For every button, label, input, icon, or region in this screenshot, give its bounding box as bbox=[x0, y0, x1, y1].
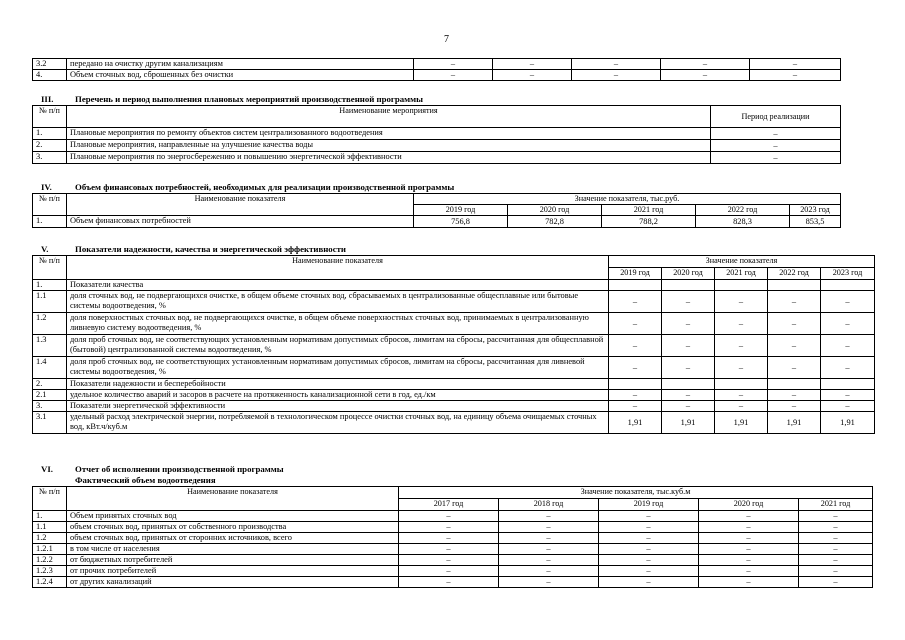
table-row bbox=[33, 577, 873, 588]
table-row bbox=[33, 313, 875, 335]
table-row bbox=[33, 291, 875, 313]
row-value: – bbox=[699, 544, 799, 555]
row-name: от бюджетных потребителей bbox=[67, 555, 399, 566]
row-number: 1.2 bbox=[33, 313, 67, 335]
table-row bbox=[33, 152, 841, 164]
table-row bbox=[33, 216, 841, 228]
row-number: 2.1 bbox=[33, 390, 67, 401]
row-name: удельное количество аварий и засоров в расчете на протяженность канализационной сети в год, ед./км bbox=[67, 390, 609, 401]
row-value bbox=[821, 280, 875, 291]
row-name: доля поверхностных сточных вод, не подвергающихся очистке, в общем объеме поверхностных сточных вод, принимаемых в централизованную ливневую систему водоотведения, % bbox=[67, 313, 609, 335]
year-header: 2020 год bbox=[662, 268, 715, 280]
row-value: 828,3 bbox=[696, 216, 790, 228]
row-value: – bbox=[609, 401, 662, 412]
year-header: 2021 год bbox=[602, 205, 696, 216]
row-value: – bbox=[750, 70, 841, 81]
row-value: – bbox=[399, 566, 499, 577]
year-header: 2020 год bbox=[699, 499, 799, 511]
row-value: – bbox=[662, 390, 715, 401]
row-value: – bbox=[661, 59, 750, 70]
financial-needs-table bbox=[32, 193, 841, 228]
table-row bbox=[33, 412, 875, 434]
year-header: 2020 год bbox=[508, 205, 602, 216]
section-3-number: III. bbox=[41, 94, 54, 104]
row-value: – bbox=[499, 522, 599, 533]
section-4-heading bbox=[41, 182, 454, 192]
table-row bbox=[33, 379, 875, 390]
row-period: – bbox=[711, 140, 841, 152]
header-num: № п/п bbox=[33, 487, 67, 511]
row-number: 1.4 bbox=[33, 357, 67, 379]
row-value: – bbox=[715, 335, 768, 357]
row-number: 2. bbox=[33, 140, 67, 152]
row-value: – bbox=[715, 291, 768, 313]
row-value: – bbox=[768, 335, 821, 357]
year-header: 2023 год bbox=[821, 268, 875, 280]
section-6-subtitle: Фактический объем водоотведения bbox=[75, 475, 216, 485]
row-value: – bbox=[699, 555, 799, 566]
table-row bbox=[33, 533, 873, 544]
row-value: – bbox=[662, 401, 715, 412]
page-number: 7 bbox=[444, 34, 449, 45]
section-5-heading bbox=[41, 244, 346, 254]
row-value: – bbox=[715, 357, 768, 379]
year-header: 2022 год bbox=[696, 205, 790, 216]
row-value: – bbox=[599, 533, 699, 544]
row-value: – bbox=[399, 511, 499, 522]
row-name: Показатели надежности и бесперебойности bbox=[67, 379, 609, 390]
row-value: – bbox=[799, 533, 873, 544]
row-number: 3.1 bbox=[33, 412, 67, 434]
row-value: – bbox=[821, 291, 875, 313]
table-row bbox=[33, 390, 875, 401]
row-value: – bbox=[399, 522, 499, 533]
reliability-indicators-table bbox=[32, 255, 875, 434]
row-value: – bbox=[799, 577, 873, 588]
row-number: 1.2.3 bbox=[33, 566, 67, 577]
section-6-title: Отчет об исполнении производственной программы bbox=[75, 464, 284, 474]
row-value: – bbox=[572, 59, 661, 70]
row-name: Плановые мероприятия по энергосбережению и повышению энергетической эффективности bbox=[67, 152, 711, 164]
table-row bbox=[33, 511, 873, 522]
year-header: 2023 год bbox=[790, 205, 841, 216]
row-number: 1. bbox=[33, 216, 67, 228]
row-value: – bbox=[399, 544, 499, 555]
continuation-table bbox=[32, 58, 841, 81]
section-5-number: V. bbox=[41, 244, 49, 254]
row-name: от других канализаций bbox=[67, 577, 399, 588]
row-value: – bbox=[499, 533, 599, 544]
table-row bbox=[33, 555, 873, 566]
row-value: – bbox=[715, 390, 768, 401]
table-row bbox=[33, 140, 841, 152]
section-5-title: Показатели надежности, качества и энергетической эффективности bbox=[75, 244, 346, 254]
table-row bbox=[33, 357, 875, 379]
row-number: 3. bbox=[33, 152, 67, 164]
row-value: – bbox=[799, 511, 873, 522]
section-4-number: IV. bbox=[41, 182, 52, 192]
row-value: – bbox=[699, 533, 799, 544]
section-4-title: Объем финансовых потребностей, необходимых для реализации производственной программы bbox=[75, 182, 455, 192]
row-number: 1.1 bbox=[33, 291, 67, 313]
row-name: доля проб сточных вод, не соответствующих установленным нормативам допустимых сбросов, лимитам на сбросы, рассчитанная для общесплавной (бытовой) централизованной системы водоотведения, % bbox=[67, 335, 609, 357]
row-value: 1,91 bbox=[821, 412, 875, 434]
section-3-heading bbox=[41, 94, 423, 104]
row-value: – bbox=[599, 522, 699, 533]
row-value: 853,5 bbox=[790, 216, 841, 228]
row-value: – bbox=[609, 291, 662, 313]
row-name: в том числе от населения bbox=[67, 544, 399, 555]
table-row bbox=[33, 59, 841, 70]
row-value: – bbox=[799, 544, 873, 555]
row-value: – bbox=[699, 511, 799, 522]
year-header: 2018 год bbox=[499, 499, 599, 511]
row-value: – bbox=[661, 70, 750, 81]
row-number: 3. bbox=[33, 401, 67, 412]
row-number: 2. bbox=[33, 379, 67, 390]
row-value: – bbox=[821, 313, 875, 335]
year-header: 2021 год bbox=[799, 499, 873, 511]
header-measure-name: Наименование мероприятия bbox=[67, 106, 711, 128]
row-value: – bbox=[399, 555, 499, 566]
row-name: Плановые мероприятия по ремонту объектов систем централизованного водоотведения bbox=[67, 128, 711, 140]
table-row bbox=[33, 401, 875, 412]
row-value: – bbox=[799, 566, 873, 577]
row-value: – bbox=[609, 390, 662, 401]
year-header: 2019 год bbox=[414, 205, 508, 216]
row-value: – bbox=[699, 522, 799, 533]
row-number: 1. bbox=[33, 511, 67, 522]
row-value: 756,8 bbox=[414, 216, 508, 228]
header-num: № п/п bbox=[33, 256, 67, 280]
row-value: – bbox=[662, 291, 715, 313]
header-indicator-name: Наименование показателя bbox=[67, 487, 399, 511]
row-name: Показатели энергетической эффективности bbox=[67, 401, 609, 412]
row-value: – bbox=[821, 390, 875, 401]
year-header: 2022 год bbox=[768, 268, 821, 280]
row-number: 4. bbox=[33, 70, 67, 81]
row-name: передано на очистку другим канализациям bbox=[67, 59, 414, 70]
row-value: – bbox=[750, 59, 841, 70]
section-3-title: Перечень и период выполнения плановых мероприятий производственной программы bbox=[75, 94, 424, 104]
row-value: – bbox=[662, 357, 715, 379]
row-value: – bbox=[499, 544, 599, 555]
row-value: – bbox=[499, 511, 599, 522]
row-value: – bbox=[768, 401, 821, 412]
row-name: Плановые мероприятия, направленные на улучшение качества воды bbox=[67, 140, 711, 152]
header-value-group: Значение показателя bbox=[609, 256, 875, 268]
row-name: удельный расход электрической энергии, потребляемой в технологическом процессе очистки сточных вод, на единицу объема очищаемых сточных вод, кВт.ч/куб.м bbox=[67, 412, 609, 434]
row-number: 1.2.1 bbox=[33, 544, 67, 555]
row-value: 782,8 bbox=[508, 216, 602, 228]
planned-measures-table bbox=[32, 105, 841, 164]
row-value: – bbox=[662, 313, 715, 335]
row-value bbox=[609, 379, 662, 390]
row-number: 1.3 bbox=[33, 335, 67, 357]
row-value: – bbox=[609, 313, 662, 335]
row-period: – bbox=[711, 152, 841, 164]
section-6-number: VI. bbox=[41, 464, 53, 474]
row-value: – bbox=[499, 566, 599, 577]
row-number: 1. bbox=[33, 280, 67, 291]
year-header: 2019 год bbox=[599, 499, 699, 511]
table-row bbox=[33, 70, 841, 81]
row-value: 1,91 bbox=[609, 412, 662, 434]
row-name: доля проб сточных вод, не соответствующих установленным нормативам допустимых сбросов, лимитам на сбросы, рассчитанная для ливневой системы водоотведения, % bbox=[67, 357, 609, 379]
table-row bbox=[33, 335, 875, 357]
row-value: – bbox=[493, 59, 572, 70]
row-period: – bbox=[711, 128, 841, 140]
header-indicator-name: Наименование показателя bbox=[67, 194, 414, 216]
row-value: – bbox=[399, 577, 499, 588]
row-value: – bbox=[821, 357, 875, 379]
row-value: – bbox=[768, 357, 821, 379]
row-name: Показатели качества bbox=[67, 280, 609, 291]
header-indicator-name: Наименование показателя bbox=[67, 256, 609, 280]
row-value bbox=[609, 280, 662, 291]
row-value: – bbox=[715, 401, 768, 412]
row-name: доля сточных вод, не подвергающихся очистке, в общем объеме сточных вод, сбрасываемых в централизованные общесплавные или бытовые системы водоотведения, % bbox=[67, 291, 609, 313]
row-name: Объем принятых сточных вод bbox=[67, 511, 399, 522]
row-name: Объем финансовых потребностей bbox=[67, 216, 414, 228]
year-header: 2019 год bbox=[609, 268, 662, 280]
row-value: – bbox=[609, 335, 662, 357]
header-value-group: Значение показателя, тыс.руб. bbox=[414, 194, 841, 205]
row-value: – bbox=[821, 401, 875, 412]
table-row bbox=[33, 280, 875, 291]
row-value: – bbox=[715, 313, 768, 335]
row-value: – bbox=[799, 522, 873, 533]
row-number: 1.2.4 bbox=[33, 577, 67, 588]
row-value: – bbox=[768, 313, 821, 335]
row-value: – bbox=[699, 577, 799, 588]
row-value bbox=[662, 280, 715, 291]
row-name: Объем сточных вод, сброшенных без очистки bbox=[67, 70, 414, 81]
row-number: 3.2 bbox=[33, 59, 67, 70]
year-header: 2017 год bbox=[399, 499, 499, 511]
row-value: – bbox=[609, 357, 662, 379]
row-value: – bbox=[599, 511, 699, 522]
table-row bbox=[33, 544, 873, 555]
row-value: – bbox=[493, 70, 572, 81]
row-value: 1,91 bbox=[768, 412, 821, 434]
row-number: 1. bbox=[33, 128, 67, 140]
row-name: объем сточных вод, принятых от сторонних источников, всего bbox=[67, 533, 399, 544]
header-period: Период реализации bbox=[711, 106, 841, 128]
row-value bbox=[821, 379, 875, 390]
row-value: 788,2 bbox=[602, 216, 696, 228]
row-value: – bbox=[599, 544, 699, 555]
row-value: – bbox=[572, 70, 661, 81]
row-value: – bbox=[821, 335, 875, 357]
row-value bbox=[662, 379, 715, 390]
table-row bbox=[33, 566, 873, 577]
row-value: – bbox=[414, 59, 493, 70]
year-header: 2021 год bbox=[715, 268, 768, 280]
row-value: – bbox=[662, 335, 715, 357]
row-name: от прочих потребителей bbox=[67, 566, 399, 577]
row-value: – bbox=[414, 70, 493, 81]
row-value: – bbox=[499, 577, 599, 588]
row-number: 1.2 bbox=[33, 533, 67, 544]
header-num: № п/п bbox=[33, 194, 67, 216]
table-row bbox=[33, 128, 841, 140]
header-num: № п/п bbox=[33, 106, 67, 128]
header-value-group: Значение показателя, тыс.куб.м bbox=[399, 487, 873, 499]
row-value: – bbox=[399, 533, 499, 544]
row-value bbox=[768, 379, 821, 390]
row-value: – bbox=[599, 577, 699, 588]
row-value: 1,91 bbox=[715, 412, 768, 434]
row-value bbox=[768, 280, 821, 291]
section-6-heading bbox=[41, 464, 284, 474]
row-value: – bbox=[768, 291, 821, 313]
row-value: – bbox=[799, 555, 873, 566]
wastewater-report-table bbox=[32, 486, 873, 588]
row-value bbox=[715, 379, 768, 390]
row-name: объем сточных вод, принятых от собственного производства bbox=[67, 522, 399, 533]
row-value: – bbox=[599, 566, 699, 577]
row-value: – bbox=[699, 566, 799, 577]
row-value bbox=[715, 280, 768, 291]
row-number: 1.2.2 bbox=[33, 555, 67, 566]
table-row bbox=[33, 522, 873, 533]
row-number: 1.1 bbox=[33, 522, 67, 533]
row-value: – bbox=[499, 555, 599, 566]
row-value: 1,91 bbox=[662, 412, 715, 434]
row-value: – bbox=[599, 555, 699, 566]
row-value: – bbox=[768, 390, 821, 401]
